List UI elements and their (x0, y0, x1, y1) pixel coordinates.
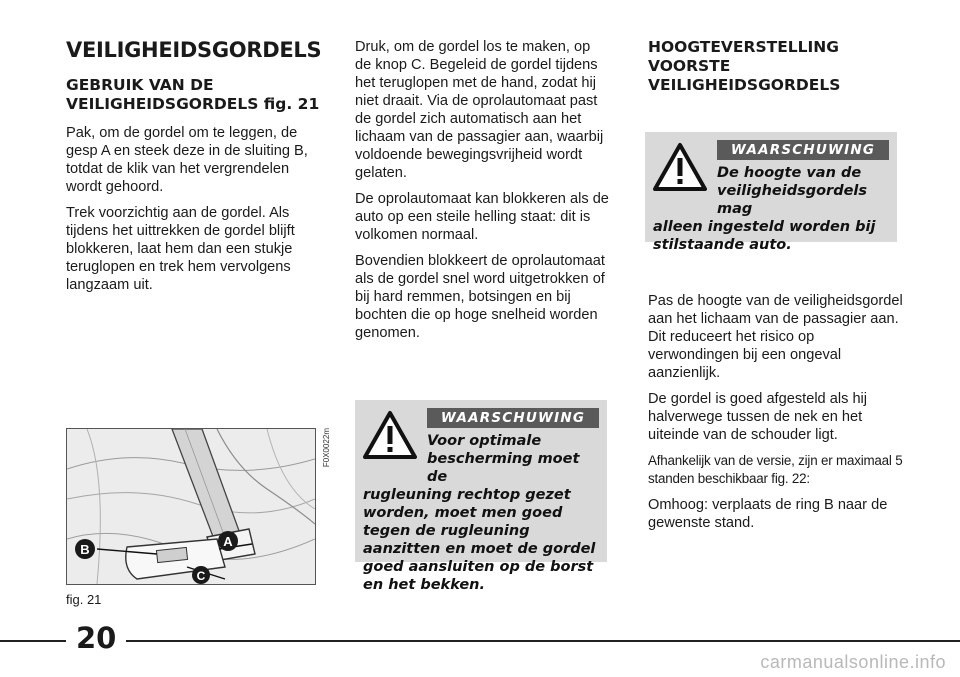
subsection-title-usage: GEBRUIK VAN DE VEILIGHEIDSGORDELS fig. 21 (66, 76, 320, 113)
paragraph-positions: Afhankelijk van de versie, zijn er maximaal 5 standen beschikbaar fig. 22: (648, 453, 903, 486)
paragraph-up: Omhoog: verplaats de ring B naar de gewenste stand. (648, 497, 888, 531)
warning-header (653, 140, 889, 218)
footer-rule-left (0, 640, 66, 642)
warning-box-posture (355, 400, 607, 593)
label-b: B (80, 542, 90, 557)
warning-text: rugleuning rechtop gezet worden, moet men goed tegen de rugleuning aanzitten en moet de gordel goed aansluiten op de borst en het bekken. (363, 487, 596, 593)
label-a-marker (218, 531, 238, 551)
figure-seatbelt-buckle (66, 428, 316, 585)
column-right (648, 38, 904, 105)
paragraph-correct: De gordel is goed afgesteld als hij halverwege tussen de nek en het uiteinde van de schouder ligt. (648, 391, 868, 443)
page-number: 20 (76, 621, 117, 655)
warning-box-height (645, 132, 897, 253)
column-right-body (648, 292, 904, 540)
footer-rule-right (126, 640, 960, 642)
warning-triangle-icon (363, 410, 417, 460)
label-a: A (223, 534, 233, 549)
warning-text-indent: De hoogte van de veiligheidsgordels mag (717, 165, 868, 217)
label-b-marker (75, 539, 95, 559)
paragraph-fasten: Pak, om de gordel om te leggen, de gesp A en steek deze in de sluiting B, totdat de klik van het vergrendelen wordt gehoord. (66, 125, 308, 195)
warning-text: alleen ingesteld worden bij stilstaande auto. (653, 219, 876, 253)
warning-label: WAARSCHUWING (427, 408, 599, 428)
column-middle (355, 38, 610, 350)
figure-caption: fig. 21 (66, 592, 102, 607)
label-c-marker (192, 566, 210, 584)
paragraph-slope: De oprolautomaat kan blokkeren als de auto op een steile helling staat: dit is volkomen normaal. (355, 191, 609, 243)
paragraph-pull: Trek voorzichtig aan de gordel. Als tijdens het uittrekken de gordel blijft blokkeren, laat hem dan een stukje teruglopen en trek hem vervolgens langzaam uit. (66, 205, 295, 293)
warning-label: WAARSCHUWING (717, 140, 889, 160)
column-left (66, 38, 328, 302)
section-title: VEILIGHEIDSGORDELS (66, 38, 322, 62)
paragraph-release: Druk, om de gordel los te maken, op de knop C. Begeleid de gordel tijdens het teruglopen met de hand, zodat hij niet draait. Via de oprolautomaat past de gordel zich automatisch aan het lichaam van de passagier aan, waarbij voldoende bewegingsvrijheid wordt gelaten. (355, 39, 604, 181)
figure-code: F0X0022m (322, 428, 331, 468)
watermark: carmanualsonline.info (760, 652, 946, 672)
paragraph-block: Bovendien blokkeert de oprolautomaat als de gordel snel word uitgetrokken of bij hard remmen, botsingen en bij bochten die op hoge snelheid worden genomen. (355, 253, 605, 341)
subsection-title-height: HOOGTEVERSTELLING VOORSTE VEILIGHEIDSGORDELS (648, 38, 841, 94)
warning-triangle-icon (653, 142, 707, 192)
paragraph-adjust: Pas de hoogte van de veiligheidsgordel aan het lichaam van de passagier aan. Dit reduceert het risico op verwondingen bij een ongeval aanzienlijk. (648, 293, 903, 381)
label-c: C (196, 569, 206, 583)
seatbelt-illustration (67, 429, 315, 584)
warning-text-indent: Voor optimale bescherming moet de (427, 433, 580, 485)
warning-header (363, 408, 599, 486)
